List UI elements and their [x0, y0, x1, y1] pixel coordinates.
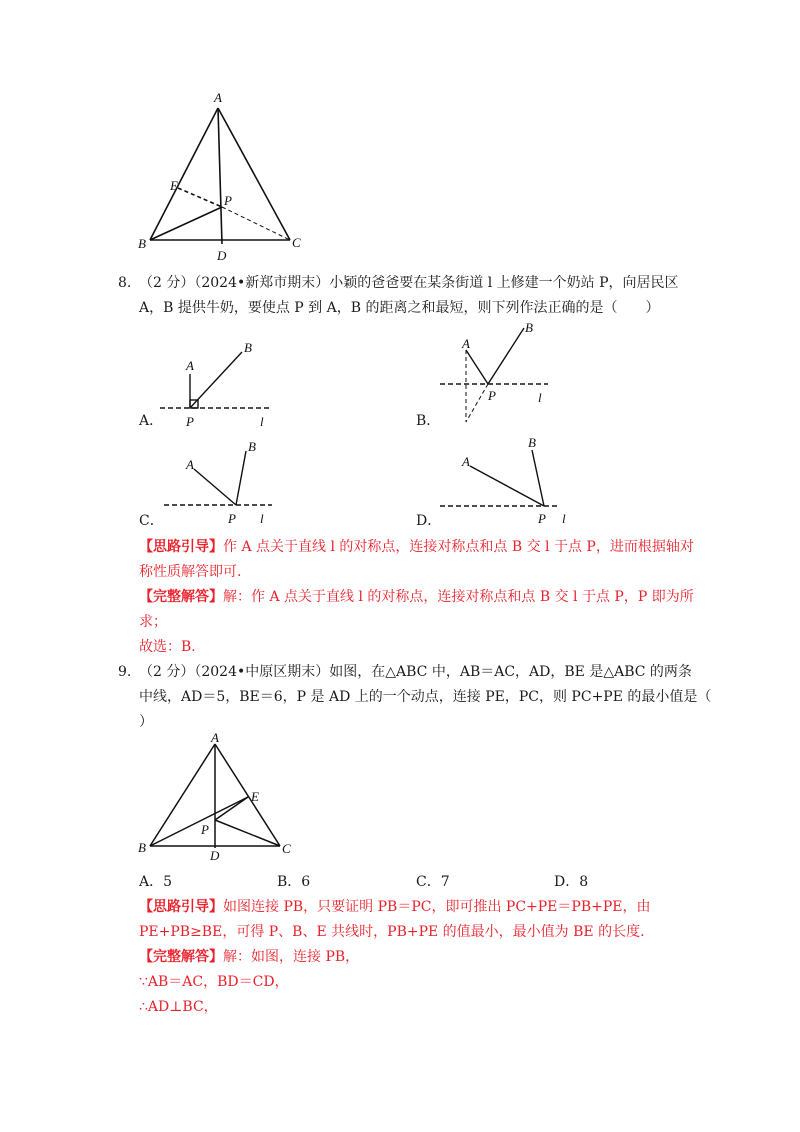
q9-answer-tag: 【完整解答】	[139, 949, 223, 965]
q8-answer-line3: 故选：B.	[139, 639, 196, 655]
q8-hint-line2: 称性质解答即可.	[139, 564, 242, 580]
q9-hint-tag: 【思路引导】	[139, 899, 223, 915]
opt-b-B: B	[525, 320, 533, 335]
q8-hint-line1	[139, 537, 694, 557]
label-P: P	[224, 193, 232, 208]
q9-choice-a: A．5	[139, 874, 173, 890]
opt-c-P: P	[228, 511, 236, 526]
q9-figure	[130, 730, 305, 865]
q9-label-P: P	[201, 822, 209, 837]
opt-d-B: B	[528, 435, 536, 450]
opt-b-l: l	[538, 390, 542, 405]
q9-number: 9.	[118, 664, 132, 680]
q8-number: 8.	[118, 275, 132, 291]
q9-label-D: D	[210, 848, 220, 863]
q8-option-a-label: A．	[139, 413, 164, 429]
q9-stem-line1: （2 分）（2024•中原区期末）如图，在△ABC 中，AB＝AC，AD，BE 是△ABC 的两条	[139, 664, 692, 680]
opt-b-P: P	[488, 388, 496, 403]
q8-option-b-figure	[436, 318, 566, 428]
opt-d-l: l	[562, 511, 566, 526]
q8-hint-text1: 作 A 点关于直线 l 的对称点，连接对称点和点 B 交 l 于点 P，进而根据轴对	[223, 539, 694, 555]
opt-d-P: P	[538, 511, 546, 526]
q9-answer-text1: 解：如图，连接 PB，	[223, 949, 360, 965]
opt-a-P: P	[186, 414, 194, 429]
q8-option-a-figure	[160, 338, 290, 430]
label-C: C	[292, 235, 301, 250]
q8-option-c-label: C．	[139, 513, 164, 529]
q8-option-d-label: D．	[416, 513, 442, 529]
q8-option-d-figure	[436, 432, 576, 527]
label-E: E	[170, 178, 178, 193]
label-B: B	[138, 236, 146, 251]
q8-answer-tag: 【完整解答】	[139, 589, 223, 605]
q8-stem-line2: A，B 提供牛奶，要使点 P 到 A，B 的距离之和最短，则下列作法正确的是（ ）	[139, 300, 660, 316]
opt-a-B: B	[244, 340, 252, 355]
opt-a-A: A	[186, 358, 194, 373]
q9-stem-line3: ）	[139, 714, 153, 730]
q9-stem-line2: 中线，AD＝5，BE＝6，P 是 AD 上的一个动点，连接 PE，PC，则 PC+PE 的最小值是（	[139, 689, 712, 705]
q8-option-b-label: B．	[416, 413, 441, 429]
q9-label-B: B	[138, 840, 146, 855]
label-D: D	[217, 248, 227, 263]
q9-label-E: E	[251, 789, 259, 804]
opt-a-l: l	[260, 414, 264, 429]
q8-hint-tag: 【思路引导】	[139, 539, 223, 555]
q9-label-A: A	[211, 730, 219, 745]
q8-stem-line1: （2 分）（2024•新郑市期末）小颖的爸爸要在某条街道 l 上修建一个奶站 P，向居民区	[139, 275, 679, 291]
q9-choice-d: D．8	[554, 874, 589, 890]
q8-option-c-figure	[160, 435, 290, 527]
q9-answer-line2: ∵AB＝AC，BD＝CD，	[139, 974, 289, 990]
q8-answer-line1	[139, 587, 694, 607]
q8-answer-text1: 解：作 A 点关于直线 l 的对称点，连接对称点和点 B 交 l 于点 P，P 即为所	[223, 589, 694, 605]
label-A: A	[214, 90, 222, 105]
opt-d-A: A	[462, 454, 470, 469]
q9-choice-c: C．7	[416, 874, 450, 890]
opt-c-l: l	[260, 511, 264, 526]
q9-hint-text1: 如图连接 PB，只要证明 PB＝PC，即可推出 PC+PE＝PB+PE，由	[223, 899, 651, 915]
q9-choice-b: B．6	[277, 874, 311, 890]
q8-answer-line2: 求；	[139, 614, 167, 630]
q9-hint-line2: PE+PB≥BE，可得 P、B、E 共线时，PB+PE 的值最小，最小值为 BE 的长度.	[139, 924, 645, 940]
q9-hint-line1	[139, 897, 650, 917]
opt-c-A: A	[186, 457, 194, 472]
q9-answer-line3: ∴AD⊥BC，	[139, 999, 218, 1015]
q9-label-C: C	[282, 841, 291, 856]
opt-b-A: A	[462, 336, 470, 351]
q9-answer-line1	[139, 947, 359, 967]
figure-top-triangle	[130, 88, 320, 263]
opt-c-B: B	[248, 439, 256, 454]
